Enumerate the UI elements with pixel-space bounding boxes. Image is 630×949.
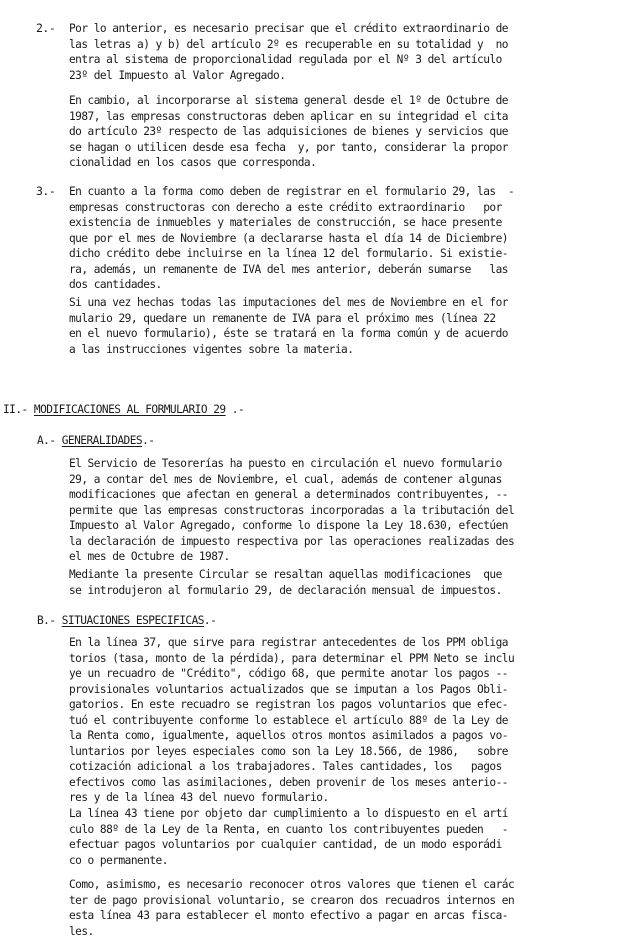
text-line: se hagan o utilicen desde esa fecha y, por tanto, considerar la propor: [69, 139, 508, 154]
text-line: les.: [69, 923, 94, 938]
item-2-paragraph-2: [69, 93, 522, 171]
text-line: 23º del Impuesto al Valor Agregado.: [69, 67, 286, 82]
text-line: culo 88º de la Ley de la Renta, en cuanto los contribuyentes pueden -: [69, 821, 508, 836]
text-line: a las instrucciones vigentes sobre la materia.: [69, 341, 354, 356]
text-line: la declaración de impuesto respectiva por las operaciones realizadas des: [69, 533, 515, 548]
text-line: luntarios por leyes especiales como son la Ley 18.566, de 1986, sobre: [69, 743, 508, 758]
text-line: dos cantidades.: [69, 277, 162, 291]
section-b-heading: [37, 613, 222, 629]
text-line: co o permanente.: [69, 852, 168, 867]
text-line: Impuesto al Valor Agregado, conforme lo dispone la Ley 18.630, efectúen: [69, 518, 508, 532]
section-b-title-suffix: .-: [203, 613, 217, 627]
section-b-paragraph-3: [69, 877, 528, 939]
item-3-paragraph-1: [69, 184, 528, 293]
section-a-paragraph-1: [69, 456, 528, 565]
text-line: Mediante la presente Circular se resaltan aquellas modificaciones que: [69, 567, 502, 581]
item-3-paragraph-2: [69, 295, 522, 357]
text-line: 1987, las empresas constructoras deben aplicar en su integridad el cita: [69, 108, 508, 123]
section-a-title: GENERALIDADES: [61, 433, 143, 447]
text-line: gatorios. En este recuadro se registran los pagos voluntarios que efec-: [69, 697, 508, 711]
section-b-title: SITUACIONES ESPECIFICAS: [61, 613, 204, 627]
item-2-marker: 2.-: [36, 21, 56, 35]
text-line: efectivos como las asimilaciones, deben provenir de los meses anterio--: [69, 774, 508, 789]
text-line: en el nuevo formulario), éste se tratará en la forma común y de acuerdo: [69, 326, 508, 340]
text-line: empresas constructoras con derecho a este crédito extraordinario por: [69, 199, 502, 214]
item-2-paragraph-1: [69, 21, 522, 83]
text-line: En cuanto a la forma como deben de registrar en el formulario 29, las -: [69, 184, 515, 198]
section-a-marker: A.-: [37, 433, 56, 447]
text-line: efectuar pagos voluntarios por cualquier cantidad, de un modo esporádi: [69, 837, 502, 851]
text-line: dicho crédito debe incluirse en la línea 12 del formulario. Si existie-: [69, 246, 508, 260]
text-line: se introdujeron al formulario 29, de declaración mensual de impuestos.: [69, 582, 502, 597]
section-ii-title: MODIFICACIONES AL FORMULARIO 29: [33, 402, 226, 416]
text-line: cotización adicional a los trabajadores. Tales cantidades, los pagos: [69, 759, 502, 773]
text-line: El Servicio de Tesorerías ha puesto en circulación el nuevo formulario: [69, 456, 502, 470]
text-line: Por lo anterior, es necesario precisar que el crédito extraordinario de: [69, 21, 508, 35]
section-ii-title-suffix: .-: [225, 402, 245, 416]
text-line: provisionales voluntarios actualizados que se imputan a los Pagos Obli-: [69, 681, 508, 696]
text-line: modificaciones que afectan en general a determinados contribuyentes, --: [69, 487, 508, 501]
text-line: entra al sistema de proporcionalidad regulada por el Nº 3 del artículo: [69, 52, 502, 66]
text-line: ye un recuadro de "Crédito", código 68, que permite anotar los pagos --: [69, 666, 508, 680]
text-line: La línea 43 tiene por objeto dar cumplimiento a lo dispuesto en el artí: [69, 806, 508, 820]
text-line: torios (tasa, monto de la pérdida), para determinar el PPM Neto se inclu: [69, 650, 515, 665]
section-b-marker: B.-: [37, 613, 56, 627]
text-line: ra, además, un remanente de IVA del mes anterior, deberán sumarse las: [69, 261, 508, 276]
section-b-paragraph-2: [69, 806, 522, 868]
text-line: 29, a contar del mes de Noviembre, el cual, además de contener algunas: [69, 471, 502, 486]
item-3-marker: 3.-: [36, 184, 56, 198]
section-a-heading: [37, 433, 158, 449]
section-ii-heading: [3, 402, 252, 418]
text-line: el mes de Octubre de 1987.: [69, 549, 230, 563]
text-line: Como, asimismo, es necesario reconocer otros valores que tienen el carác: [69, 877, 515, 891]
text-line: Si una vez hechas todas las imputaciones del mes de Noviembre en el for: [69, 295, 508, 309]
text-line: En cambio, al incorporarse al sistema general desde el 1º de Octubre de: [69, 93, 508, 107]
section-ii-marker: II.-: [3, 402, 28, 416]
text-line: En la línea 37, que sirve para registrar antecedentes de los PPM obliga: [69, 635, 508, 649]
text-line: las letras a) y b) del artículo 2º es recuperable en su totalidad y no: [69, 36, 508, 51]
text-line: res y de la línea 43 del nuevo formulario.: [69, 790, 329, 804]
text-line: existencia de inmuebles y materiales de construcción, se hace presente: [69, 215, 502, 229]
section-a-title-suffix: .-: [142, 433, 155, 447]
text-line: cionalidad en los casos que corresponda.: [69, 155, 317, 169]
text-line: mulario 29, quedare un remanente de IVA para el próximo mes (línea 22: [69, 310, 496, 325]
section-b-paragraph-1: [69, 635, 528, 806]
text-line: que por el mes de Noviembre (a declararse hasta el día 14 de Diciembre): [69, 230, 508, 245]
section-a-paragraph-2: [69, 567, 515, 598]
text-line: esta línea 43 para establecer el monto efectivo a pagar en arcas fisca-: [69, 908, 508, 922]
text-line: ter de pago provisional voluntario, se crearon dos recuadros internos en: [69, 892, 515, 907]
text-line: la Renta como, igualmente, aquellos otros montos asimilados a pagos vo-: [69, 728, 508, 742]
text-line: do artículo 23º respecto de las adquisiciones de bienes y servicios que: [69, 124, 508, 138]
text-line: permite que las empresas constructoras incorporadas a la tributación del: [69, 502, 515, 517]
text-line: tuó el contribuyente conforme lo establece el artículo 88º de la Ley de: [69, 712, 508, 727]
